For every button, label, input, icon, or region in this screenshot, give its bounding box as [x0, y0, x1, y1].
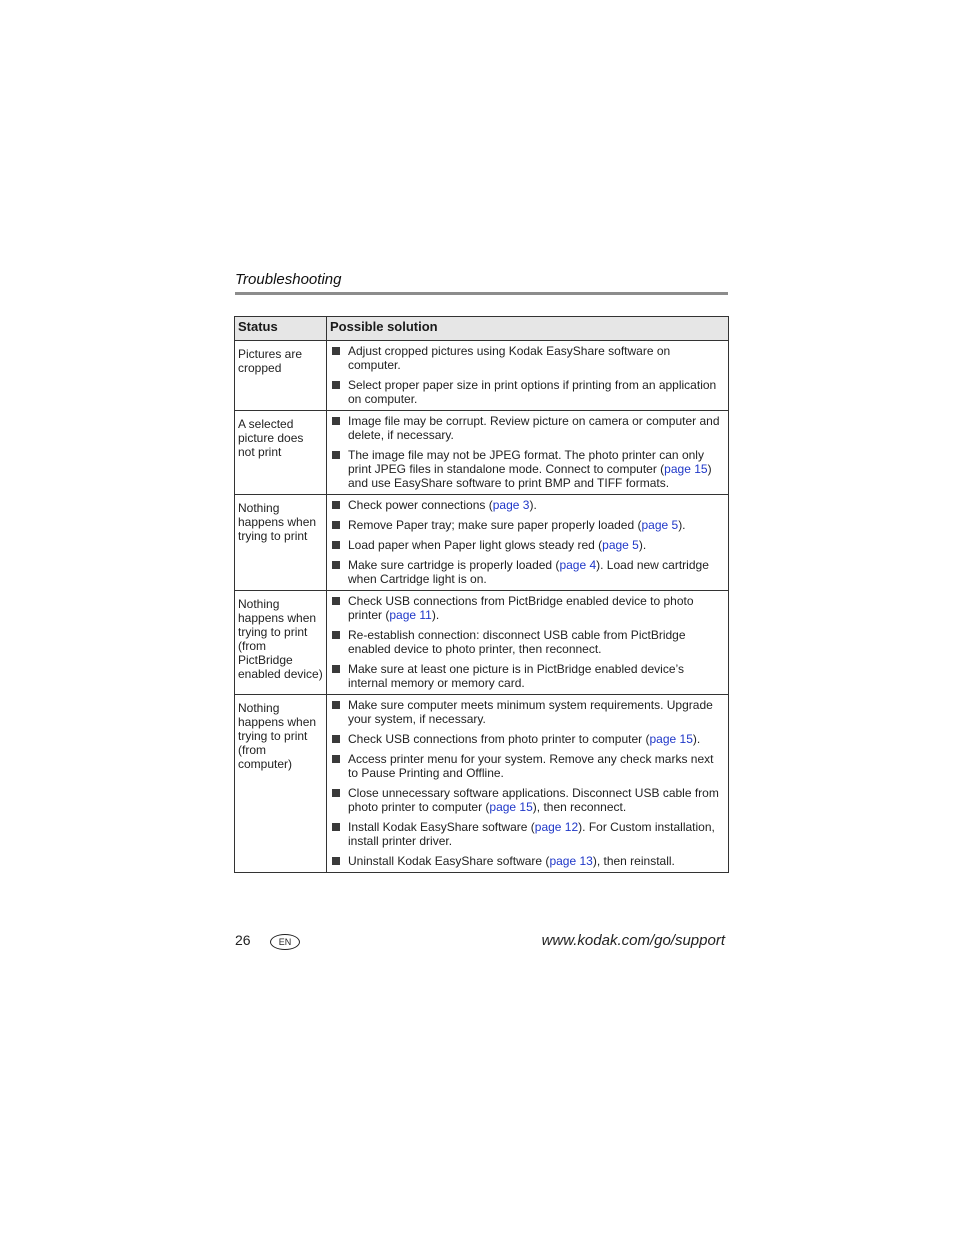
table-row — [235, 495, 729, 591]
solution-list — [330, 344, 724, 406]
table-row — [235, 591, 729, 695]
solution-text: Make sure computer meets minimum system requirements. Upgrade your system, if necessary. — [348, 698, 713, 726]
status-cell: Nothing happens when trying to print — [235, 495, 327, 591]
status-cell: A selected picture does not print — [235, 411, 327, 495]
solution-text: Image file may be corrupt. Review picture on camera or computer and delete, if necessary. — [348, 414, 720, 442]
solution-text: Check power connections ( — [348, 498, 493, 512]
solution-text-continued: ), then reconnect. — [532, 800, 627, 814]
solution-list — [330, 698, 724, 868]
solution-cell — [327, 495, 729, 591]
square-bullet-icon — [332, 347, 340, 355]
solution-list — [330, 498, 724, 586]
page-reference-link[interactable]: page 4 — [559, 558, 597, 572]
section-title: Troubleshooting — [235, 271, 342, 288]
square-bullet-icon — [332, 521, 340, 529]
table-row — [235, 411, 729, 495]
solution-text: Select proper paper size in print options if printing from an application on computer. — [348, 378, 717, 406]
solution-item — [330, 414, 724, 442]
page-reference-link[interactable]: page 15 — [489, 800, 533, 814]
square-bullet-icon — [332, 451, 340, 459]
solution-item — [330, 662, 724, 690]
square-bullet-icon — [332, 823, 340, 831]
page-reference-link[interactable]: page 5 — [602, 538, 639, 552]
square-bullet-icon — [332, 381, 340, 389]
square-bullet-icon — [332, 755, 340, 763]
solution-item — [330, 698, 724, 726]
solution-list — [330, 594, 724, 690]
square-bullet-icon — [332, 665, 340, 673]
page-reference-link[interactable]: page 15 — [649, 732, 693, 746]
solution-text: Adjust cropped pictures using Kodak EasyShare software on computer. — [348, 344, 671, 372]
solution-text: The image file may not be JPEG format. The photo printer can only print JPEG files in standalone mode. Connect to computer ( — [348, 448, 704, 476]
solution-item — [330, 518, 724, 532]
square-bullet-icon — [332, 417, 340, 425]
solution-item — [330, 594, 724, 622]
square-bullet-icon — [332, 631, 340, 639]
solution-text: Remove Paper tray; make sure paper properly loaded ( — [348, 518, 642, 532]
solution-text: Uninstall Kodak EasyShare software ( — [348, 854, 550, 868]
solution-item — [330, 786, 724, 814]
solution-item — [330, 378, 724, 406]
solution-list — [330, 414, 724, 490]
support-url[interactable]: www.kodak.com/go/support — [541, 932, 725, 949]
solution-item — [330, 752, 724, 780]
solution-text: Access printer menu for your system. Remove any check marks next to Pause Printing and Offline. — [348, 752, 714, 780]
square-bullet-icon — [332, 561, 340, 569]
solution-item — [330, 344, 724, 372]
table-row — [235, 695, 729, 873]
solution-cell — [327, 411, 729, 495]
language-badge: EN — [270, 934, 300, 950]
solution-item — [330, 820, 724, 848]
solution-text: Make sure cartridge is properly loaded ( — [348, 558, 560, 572]
square-bullet-icon — [332, 857, 340, 865]
title-divider — [235, 292, 728, 295]
solution-text-continued: ). — [692, 732, 701, 746]
solution-text-continued: ). — [678, 518, 686, 532]
solution-text-continued: ). Load new cartridge when Cartridge light is on. — [348, 558, 709, 586]
solution-item — [330, 854, 724, 868]
square-bullet-icon — [332, 541, 340, 549]
table-header-row — [235, 317, 729, 341]
solution-cell — [327, 591, 729, 695]
solution-text-continued: ). — [638, 538, 647, 552]
solution-text: Close unnecessary software applications. Disconnect USB cable from photo printer to computer ( — [348, 786, 719, 814]
solution-text: Make sure at least one picture is in PictBridge enabled device’s internal memory or memory card. — [348, 662, 684, 690]
solution-item — [330, 628, 724, 656]
solution-text: Check USB connections from photo printer to computer ( — [348, 732, 650, 746]
solution-text-continued: ). — [529, 498, 537, 512]
solution-cell — [327, 341, 729, 411]
status-cell: Nothing happens when trying to print (from PictBridge enabled device) — [235, 591, 327, 695]
page-reference-link[interactable]: page 3 — [492, 498, 530, 512]
solution-item — [330, 448, 724, 490]
solution-text: Load paper when Paper light glows steady red ( — [348, 538, 603, 552]
solution-item — [330, 732, 724, 746]
square-bullet-icon — [332, 597, 340, 605]
square-bullet-icon — [332, 701, 340, 709]
solution-text-continued: ). For Custom installation, install printer driver. — [348, 820, 715, 848]
page-number: 26 — [235, 932, 251, 948]
square-bullet-icon — [332, 501, 340, 509]
page-reference-link[interactable]: page 15 — [664, 462, 708, 476]
square-bullet-icon — [332, 735, 340, 743]
solution-text-continued: ), then reinstall. — [592, 854, 675, 868]
page-reference-link[interactable]: page 12 — [534, 820, 579, 834]
solution-text: Check USB connections from PictBridge enabled device to photo printer ( — [348, 594, 694, 622]
page-reference-link[interactable]: page 11 — [389, 608, 432, 622]
solution-text: Install Kodak EasyShare software ( — [348, 820, 535, 834]
square-bullet-icon — [332, 789, 340, 797]
solution-item — [330, 558, 724, 586]
solution-item — [330, 538, 724, 552]
status-column-header: Status — [235, 317, 327, 341]
page-reference-link[interactable]: page 5 — [641, 518, 679, 532]
page-reference-link[interactable]: page 13 — [549, 854, 593, 868]
solution-column-header: Possible solution — [327, 317, 729, 341]
status-cell: Nothing happens when trying to print (from computer) — [235, 695, 327, 873]
solution-cell — [327, 695, 729, 873]
solution-text-continued: ). — [431, 608, 440, 622]
solution-item — [330, 498, 724, 512]
solution-text: Re-establish connection: disconnect USB cable from PictBridge enabled device to photo printer, then reconnect. — [348, 628, 686, 656]
solution-text-continued: ) and use EasyShare software to print BMP and TIFF formats. — [348, 462, 712, 490]
table-body — [235, 341, 729, 873]
status-cell: Pictures are cropped — [235, 341, 327, 411]
table-row — [235, 341, 729, 411]
troubleshooting-table — [234, 316, 729, 873]
